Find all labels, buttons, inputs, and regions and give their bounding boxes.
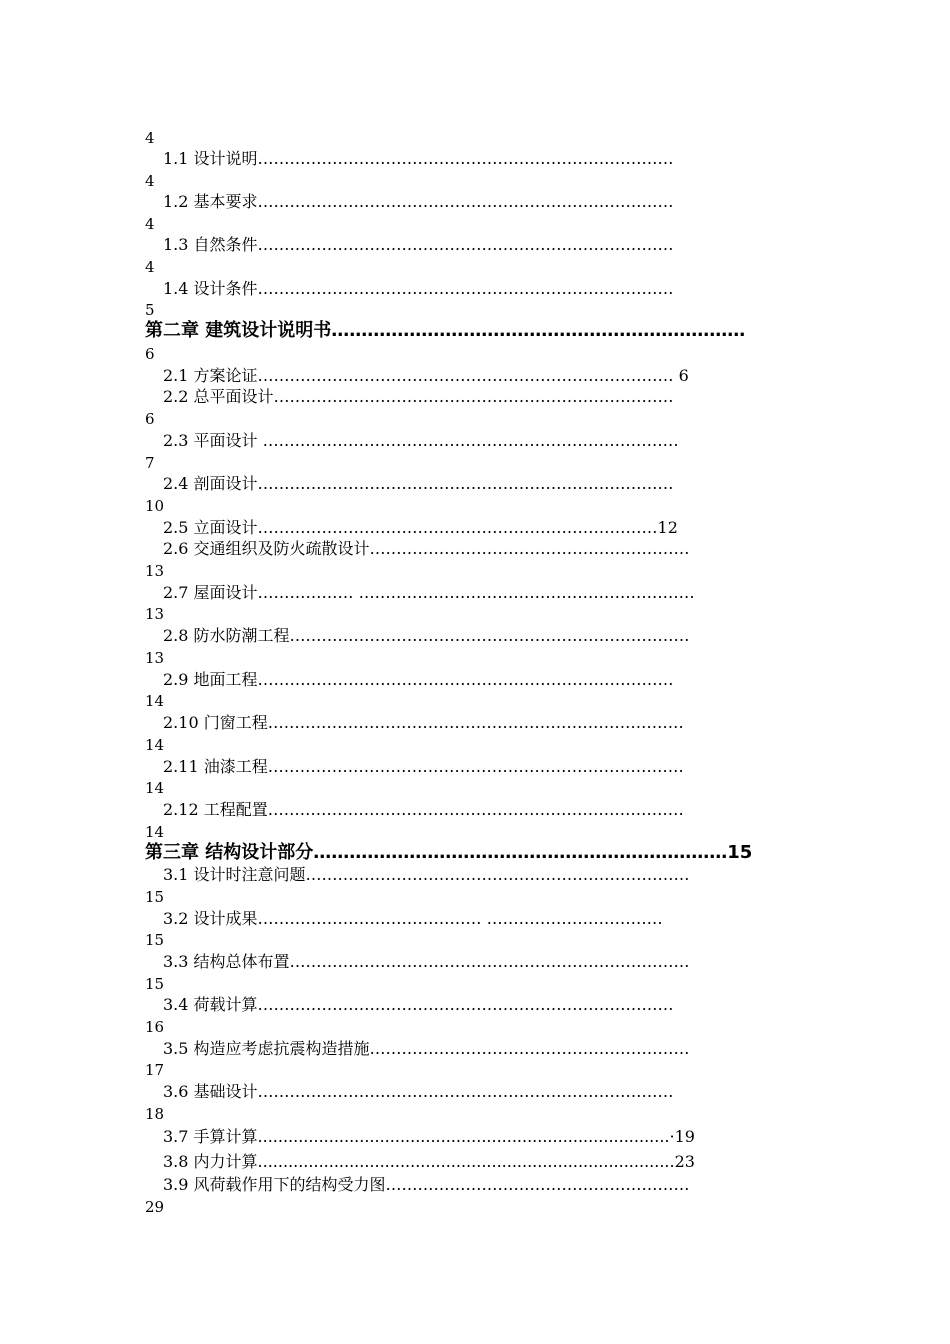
toc-entry[interactable]: 2.4 剖面设计……………………………………………………………………: [163, 474, 674, 493]
toc-chapter-heading[interactable]: 第二章 建筑设计说明书……………………………………………………………: [145, 320, 746, 341]
toc-entry[interactable]: 3.8 内力计算..................................................................................23: [163, 1152, 695, 1171]
toc-page-number: 15: [145, 931, 165, 949]
toc-entry[interactable]: 2.7 屋面设计……………… ………………………………………………………: [163, 583, 695, 602]
toc-entry[interactable]: 2.9 地面工程……………………………………………………………………: [163, 670, 674, 689]
toc-chapter-heading[interactable]: 第三章 结构设计部分……………………………………………………………15: [145, 842, 753, 863]
toc-page-number: 6: [145, 410, 155, 428]
toc-page-number: 29: [145, 1198, 165, 1216]
toc-entry[interactable]: 3.6 基础设计……………………………………………………………………: [163, 1082, 674, 1101]
toc-page-number: 16: [145, 1018, 165, 1036]
toc-entry[interactable]: 3.2 设计成果…………………………………… ……………………………: [163, 909, 663, 928]
toc-entry[interactable]: 2.11 油漆工程……………………………………………………………………: [163, 757, 684, 776]
toc-page-number: 14: [145, 692, 165, 710]
toc-page-number: 13: [145, 562, 165, 580]
toc-entry[interactable]: 1.3 自然条件……………………………………………………………………: [163, 235, 674, 254]
toc-page-number: 14: [145, 823, 165, 841]
toc-entry[interactable]: 2.6 交通组织及防火疏散设计……………………………………………………: [163, 539, 690, 558]
toc-entry[interactable]: 2.12 工程配置……………………………………………………………………: [163, 800, 684, 819]
toc-page-number: 15: [145, 975, 165, 993]
toc-entry[interactable]: 2.2 总平面设计…………………………………………………………………: [163, 387, 674, 406]
toc-page-number: 14: [145, 736, 165, 754]
toc-page-number: 18: [145, 1105, 165, 1123]
toc-entry[interactable]: 2.8 防水防潮工程…………………………………………………………………: [163, 626, 690, 645]
toc-entry[interactable]: 1.1 设计说明……………………………………………………………………: [163, 149, 674, 168]
toc-entry[interactable]: 3.7 手算计算.................................................................................·19: [163, 1127, 695, 1146]
toc-entry[interactable]: 2.5 立面设计…………………………………………………………………12: [163, 518, 678, 537]
toc-page-number: 4: [145, 129, 155, 147]
toc-entry[interactable]: 1.2 基本要求……………………………………………………………………: [163, 192, 674, 211]
toc-entry[interactable]: 3.4 荷载计算……………………………………………………………………: [163, 995, 674, 1014]
toc-entry[interactable]: 2.3 平面设计 ……………………………………………………………………: [163, 431, 679, 450]
toc-entry[interactable]: 1.4 设计条件……………………………………………………………………: [163, 279, 674, 298]
toc-page-number: 10: [145, 497, 165, 515]
toc-page-number: 5: [145, 301, 155, 319]
toc-page-number: 7: [145, 454, 155, 472]
toc-page-number: 13: [145, 605, 165, 623]
toc-page-number: 14: [145, 779, 165, 797]
toc-page-number: 15: [145, 888, 165, 906]
toc-page-number: 4: [145, 172, 155, 190]
toc-page-number: 6: [145, 345, 155, 363]
toc-entry[interactable]: 3.1 设计时注意问题………………………………………………………………: [163, 865, 690, 884]
toc-entry[interactable]: 2.1 方案论证…………………………………………………………………… 6: [163, 366, 689, 385]
toc-entry[interactable]: 3.9 风荷载作用下的结构受力图…………………………………………………: [163, 1175, 690, 1194]
toc-page-number: 4: [145, 215, 155, 233]
toc-page-number: 17: [145, 1061, 165, 1079]
toc-page-number: 4: [145, 258, 155, 276]
toc-entry[interactable]: 3.5 构造应考虑抗震构造措施……………………………………………………: [163, 1039, 690, 1058]
toc-page-number: 13: [145, 649, 165, 667]
toc-entry[interactable]: 2.10 门窗工程……………………………………………………………………: [163, 713, 684, 732]
toc-entry[interactable]: 3.3 结构总体布置…………………………………………………………………: [163, 952, 690, 971]
